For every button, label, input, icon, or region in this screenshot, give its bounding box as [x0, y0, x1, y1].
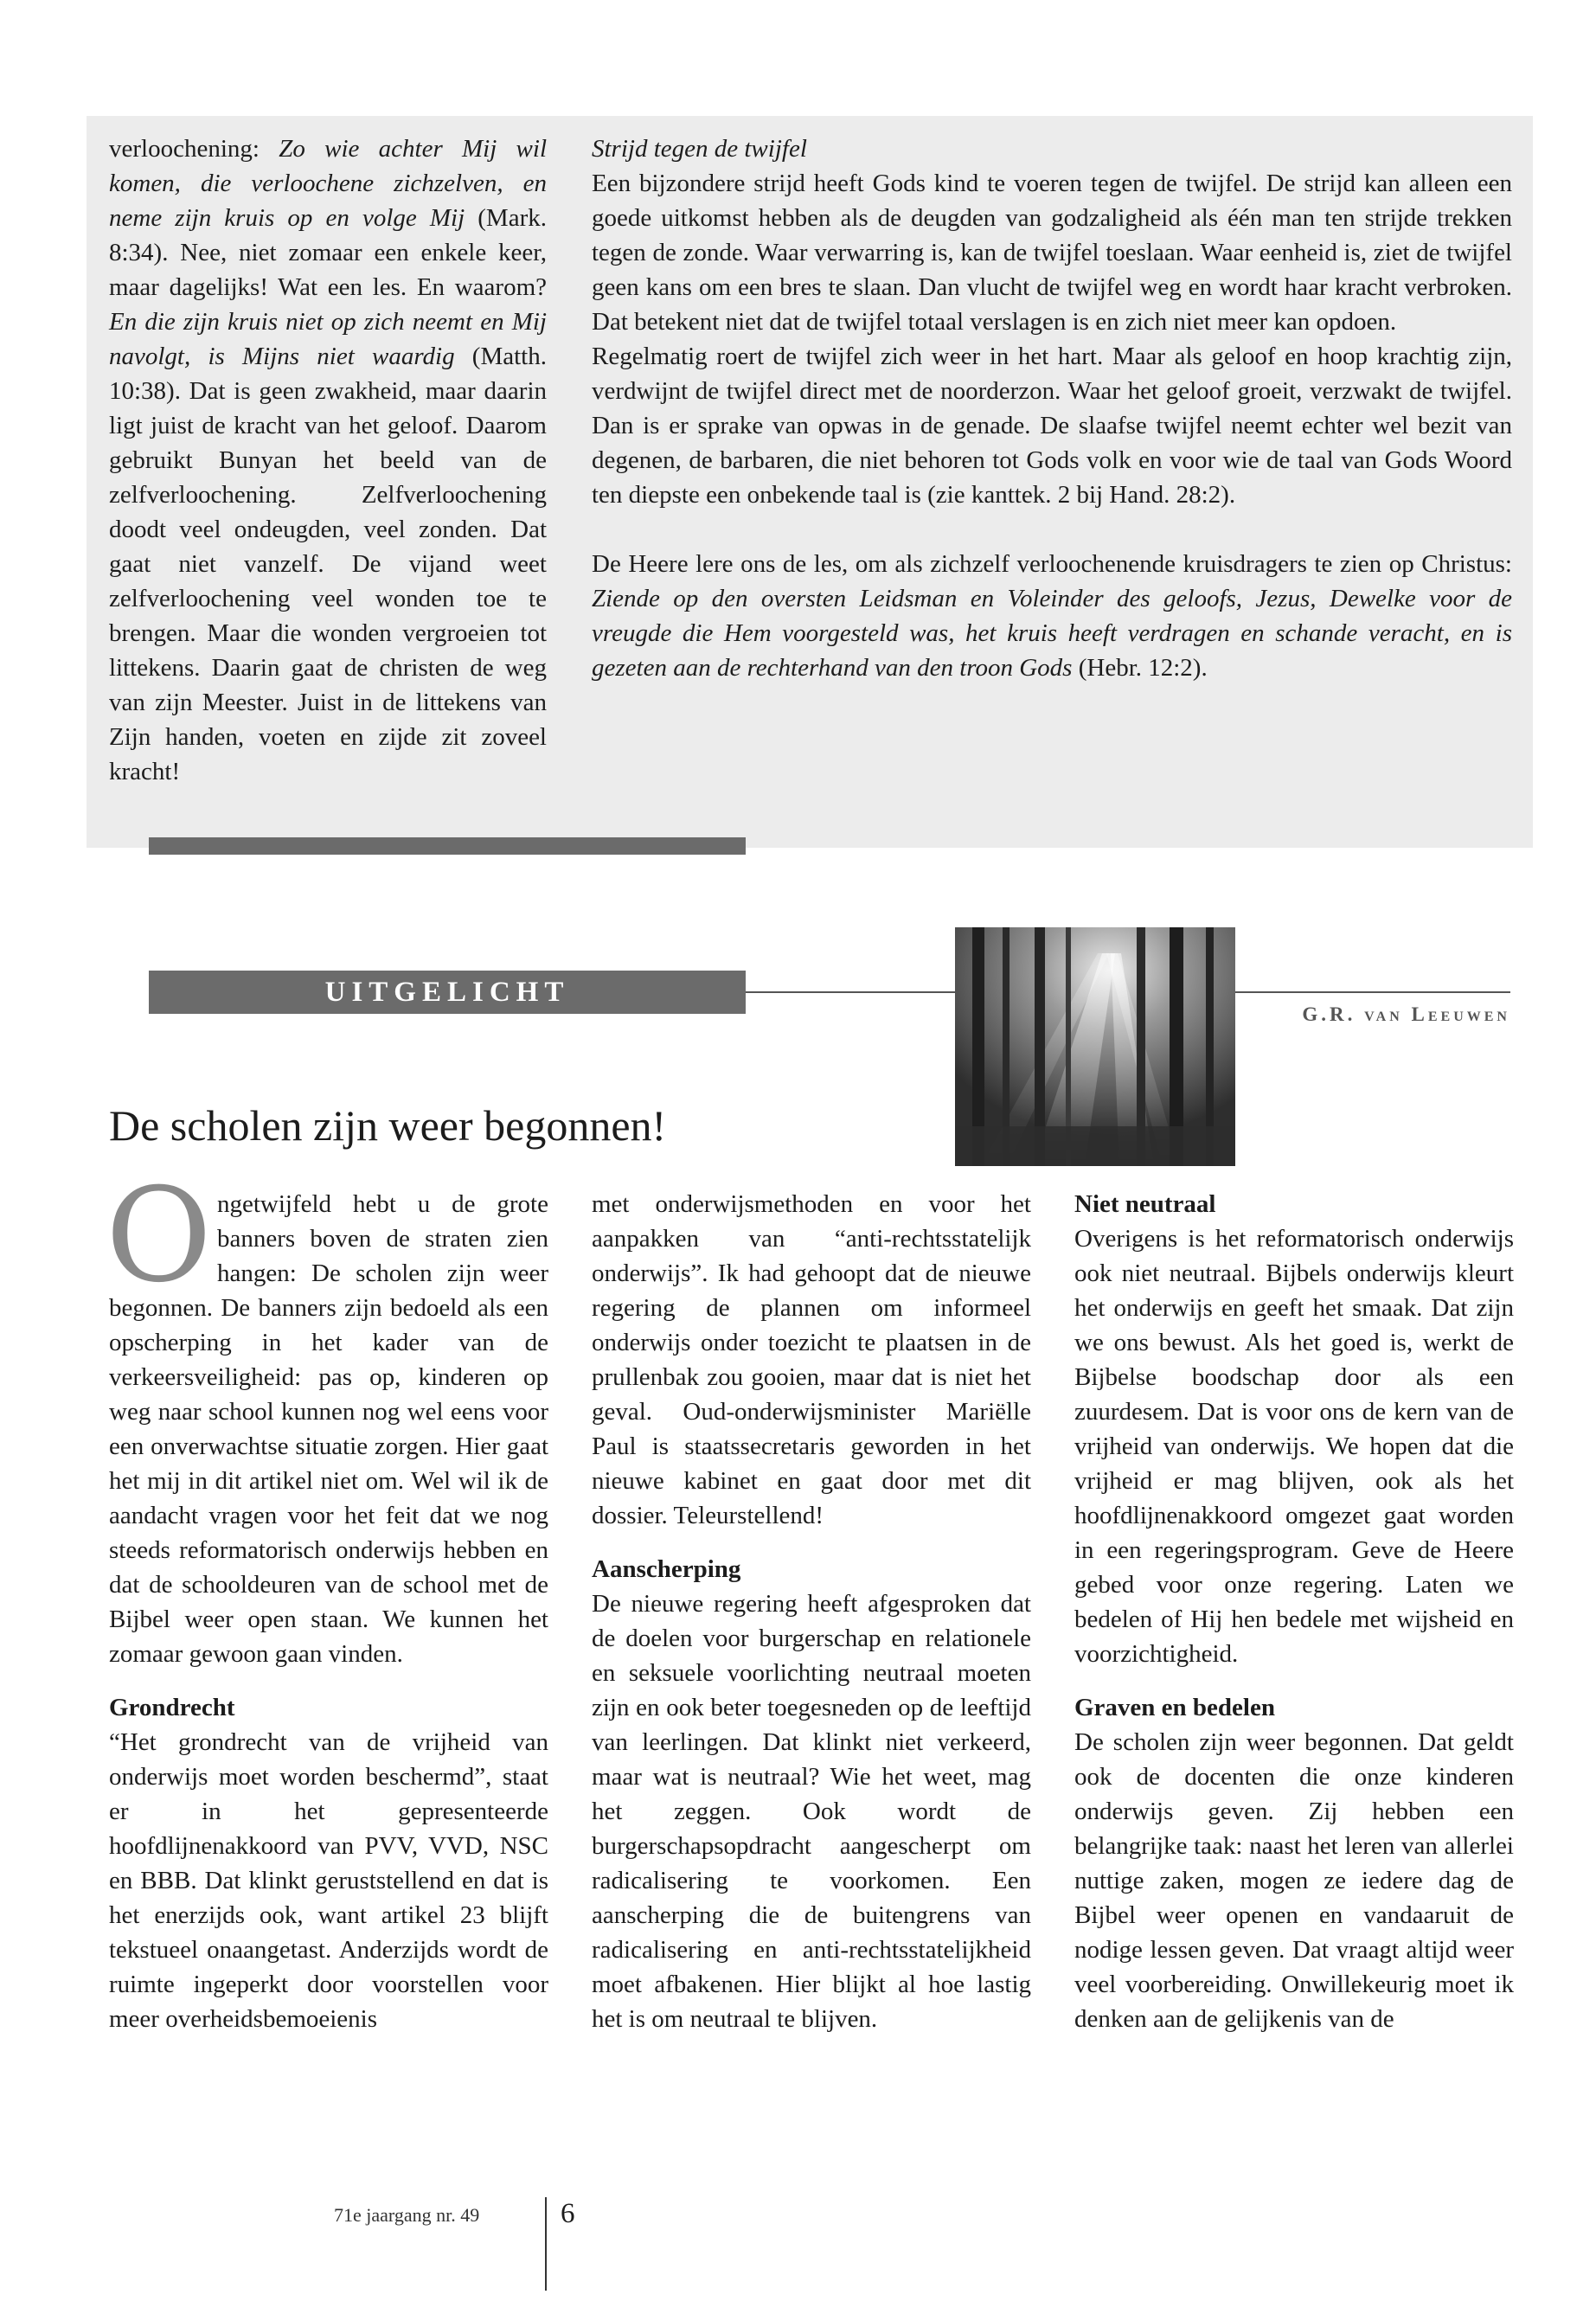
heading-aanscherping: Aanscherping — [592, 1555, 741, 1583]
section-rule-right — [1235, 991, 1510, 993]
aanscherping-paragraph: De nieuwe regering heeft afgesproken dat de doelen voor burgerschap en relationele en seksuele voorlichting neutraal moeten zijn en ook beter toegesneden op de leeftijd van leerlingen. Dat klinkt niet verkeerd, maar wat is neutraal? Wie het weet, mag het zeggen. Ook wordt de burgerschapsopdracht aangescherpt om radicalisering te voorkomen. Een aanscherping die de buitengrens van radicalisering en anti-rechtsstatelijkheid moet afbakenen. Hier blijkt al hoe lastig het is om neutraal te blijven. — [592, 1590, 1031, 2033]
drop-cap: O — [106, 1161, 212, 1311]
niet-neutraal-paragraph: Overigens is het reformatorisch onderwijs ook niet neutraal. Bijbels onderwijs kleurt het onderwijs en geeft het smaak. Dat zijn we ons bewust. Als het goed is, werkt de Bijbelse boodschap door als een zuurdesem. Dat is voor ons de kern van de vrijheid van onderwijs. We hopen dat die vrijheid er mag blijven, ook als het hoofdlijnenakkoord omgezet gaat worden in een regeringsprogram. Geve de Heere gebed voor onze regering. Laten we bedelen of Hij hen bedele met wijsheid en voorzichtigheid. — [1074, 1225, 1514, 1668]
article-column-2 — [592, 1187, 1031, 2036]
article-column-1 — [106, 1161, 548, 2036]
top-left-column — [109, 131, 547, 789]
top-right-column — [592, 131, 1512, 685]
forest-sunlight-photo — [955, 927, 1235, 1166]
panel-bottom-bar — [149, 837, 746, 855]
volume-number: 71e jaargang nr. 49 — [334, 2204, 480, 2226]
heading-niet-neutraal: Niet neutraal — [1074, 1190, 1216, 1218]
top-left-paragraph: verloochening: Zo wie achter Mij wil komen, die verloochene zichzelven, en neme zijn kruis op en volge Mij (Mark. 8:34). Nee, niet zomaar een enkele keer, maar dagelijks! Wat een les. En waarom? En die zijn kruis niet op zich neemt en Mij navolgt, is Mijns niet waardig (Matth. 10:38). Dat is geen zwakheid, maar daarin ligt juist de kracht van het geloof. Daarom gebruikt Bunyan het beeld van de zelfverloochening. Zelfverloochening doodt veel ondeugden, veel zonden. Dat gaat niet vanzelf. De vijand weet zelfverloochening veel wonden toe te brengen. Maar die wonden vergroeien tot littekens. Daarin gaat de christen de weg van zijn Meester. Juist in de littekens van Zijn handen, voeten en zijde zit zoveel kracht! — [109, 135, 547, 785]
twijfel-paragraph-2: Regelmatig roert de twijfel zich weer in het hart. Maar als geloof en hoop krachtig zijn, verdwijnt de twijfel direct met de noorderzon. Waar het geloof groeit, verzwakt de twijfel. Dan is er sprake van opwas in de genade. De slaafse twijfel neemt echter wel bezit van degenen, de barbaren, die niet behoren tot Gods volk en voor wie de taal van Gods Woord ten diepste een onbekende taal is (zie kanttek. 2 bij Hand. 28:2). — [592, 343, 1512, 509]
heading-grondrecht: Grondrecht — [109, 1694, 235, 1721]
footer-divider — [545, 2197, 547, 2291]
section-label: UITGELICHT — [149, 971, 746, 1014]
article-column-3 — [1074, 1187, 1514, 2036]
article-title: De scholen zijn weer begonnen! — [109, 1100, 667, 1150]
heading-graven-en-bedelen: Graven en bedelen — [1074, 1694, 1275, 1721]
grondrecht-paragraph: “Het grondrecht van de vrijheid van onderwijs moet worden beschermd”, staat er in het gepresenteerde hoofdlijnenakkoord van PVV, VVD, NSC en BBB. Dat klinkt geruststellend en dat is het enerzijds ook, want artikel 23 blijft tekstueel onaangetast. Anderzijds wordt de ruimte ingeperkt door voorstellen voor meer overheidsbemoeienis — [109, 1728, 548, 2033]
twijfel-paragraph-1: Een bijzondere strijd heeft Gods kind te voeren tegen de twijfel. De strijd kan alleen een goede uitkomst hebben als de deugden van godzaligheid als één man ten strijde trekken tegen de zonde. Waar verwarring is, kan de twijfel toeslaan. Waar eenheid is, ziet de twijfel geen kans om een bres te slaan. Dan vlucht de twijfel weg en wordt haar kracht verbroken. Dat betekent niet dat de twijfel totaal verslagen is en zich niet meer kan opdoen. — [592, 170, 1512, 336]
author-byline: G.R. van Leeuwen — [1302, 1003, 1510, 1025]
closing-paragraph: De Heere lere ons de les, om als zichzelf verloochenende kruisdragers te zien op Christus: Ziende op den oversten Leidsman en Voleinder des geloofs, Jezus, Dewelke voor de vreugde die Hem voorgesteld was, het kruis heeft verdragen en schande veracht, en is gezeten aan de rechterhand van den troon Gods (Hebr. 12:2). — [592, 550, 1512, 682]
continuation-paragraph: met onderwijsmethoden en voor het aanpakken van “anti-rechtsstatelijk onderwijs”. Ik had gehoopt dat de nieuwe regering de plannen om informeel onderwijs onder toezicht te plaatsen in de prullenbak zou gooien, maar dat is niet het geval. Oud-onderwijsminister Mariëlle Paul is staatssecretaris geworden in het nieuwe kabinet en gaat door met dit dossier. Teleurstellend! — [592, 1190, 1031, 1529]
subheading-strijd: Strijd tegen de twijfel — [592, 135, 807, 163]
page-number: 6 — [561, 2198, 575, 2229]
graven-paragraph: De scholen zijn weer begonnen. Dat geldt ook de docenten die onze kinderen onderwijs geven. Zij hebben een belangrijke taak: naast het leren van allerlei nuttige zaken, mogen ze iedere dag de Bijbel weer openen en vandaaruit de nodige lessen geven. Dat vraagt altijd weer veel voorbereiding. Onwillekeurig moet ik denken aan de gelijkenis van de — [1074, 1728, 1514, 2033]
intro-paragraph: Ongetwijfeld hebt u de grote banners boven de straten zien hangen: De scholen zijn weer begonnen. De banners zijn bedoeld als een opscherping in het kader van de verkeersveiligheid: pas op, kinderen op weg naar school kunnen nog wel eens voor een onverwachtse situatie zorgen. Hier gaat het mij in dit artikel niet om. Wel wil ik de aandacht vragen voor het feit dat we nog steeds reformatorisch onderwijs hebben en dat de schooldeuren van de school met de Bijbel weer open staan. We kunnen het zomaar gewoon gaan vinden. — [106, 1161, 548, 1668]
